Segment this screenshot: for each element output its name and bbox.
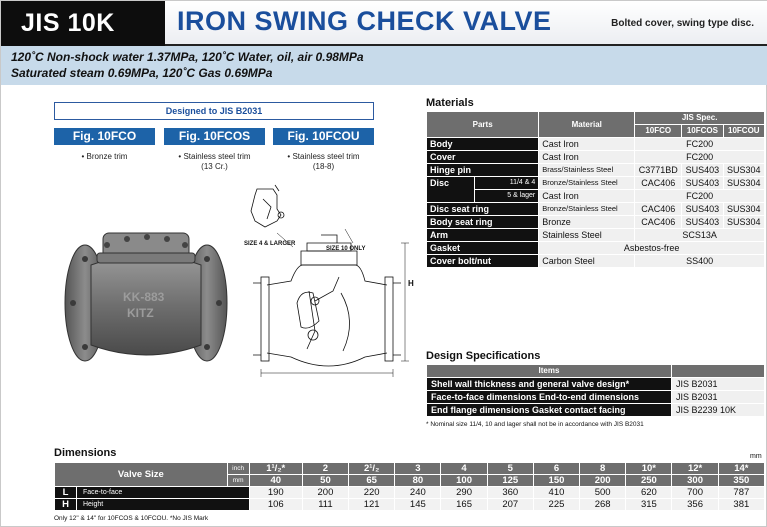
- design-spec-note: * Nominal size 11/4, 10 and lager shall not be in accordance with JIS B2031: [426, 421, 644, 428]
- col-material: Material: [539, 112, 635, 138]
- page-subtitle: Bolted cover, swing type disc.: [611, 18, 754, 29]
- cross-section-drawing: [237, 181, 422, 381]
- table-row: End flange dimensions Gasket contact facing JIS B2239 10K: [427, 404, 765, 417]
- table-row: Shell wall thickness and general valve design* JIS B2031: [427, 378, 765, 391]
- table-row: Body seat ring Bronze CAC406 SUS403 SUS304: [427, 216, 765, 229]
- svg-text:KK-883: KK-883: [123, 290, 165, 304]
- dimensions-note: Only 12" & 14" for 10FCOS & 10FCOU. *No JIS Mark: [54, 515, 209, 522]
- table-row: Face-to-face dimensions End-to-end dimensions JIS B2031: [427, 391, 765, 404]
- designed-standard-box: Designed to JIS B2031: [54, 102, 374, 120]
- col-parts: Parts: [427, 112, 539, 138]
- svg-text:KITZ: KITZ: [127, 306, 154, 320]
- dim-l-row: L Face-to-face 190 200 220 240 290 360 410 500 620 700 787: [55, 487, 765, 499]
- dimensions-unit: mm: [750, 453, 762, 460]
- materials-table: [426, 111, 765, 268]
- header: [1, 1, 767, 46]
- dim-h-row: H Height 106 111 121 145 165 207 225 268 315 356 381: [55, 499, 765, 511]
- table-row: Hinge pin Brass/Stainless Steel C3771BD SUS403 SUS304: [427, 164, 765, 177]
- inch-unit: inch: [227, 463, 249, 475]
- valve-photo: [61, 215, 231, 375]
- table-row: Cover bolt/nut Carbon Steel SS400: [427, 255, 765, 268]
- figure-tab-10fcos[interactable]: Fig. 10FCOS: [164, 128, 265, 145]
- design-spec-table: [426, 364, 765, 417]
- col-10fcou: 10FCOU: [723, 125, 764, 138]
- pressure-line-2: Saturated steam 0.69MPa, 120˚C Gas 0.69MPa: [11, 66, 273, 80]
- design-spec-header-row: [427, 365, 765, 378]
- dim-inch-row: Valve Size inch 1¹/₂* 2 2¹/₂ 3 4 5 6 8 10* 12* 14*: [55, 463, 765, 475]
- dimensions-table: [54, 462, 765, 511]
- table-row: 5 & lager Cast Iron FC200: [427, 190, 765, 203]
- materials-title: Materials: [426, 97, 474, 109]
- table-row: Disc seat ring Bronze/Stainless Steel CAC406 SUS403 SUS304: [427, 203, 765, 216]
- jis-badge: JIS 10K: [1, 1, 165, 46]
- dimensions-title: Dimensions: [54, 447, 117, 459]
- table-row: Disc 11/4 & 4 Bronze/Stainless Steel CAC406 SUS403 SUS304: [427, 177, 765, 190]
- col-10fco: 10FCO: [635, 125, 682, 138]
- valve-size-header: Valve Size: [55, 463, 228, 487]
- pressure-rating-band: [1, 46, 767, 85]
- design-spec-title: Design Specifications: [426, 350, 541, 362]
- table-row: Gasket Asbestos-free: [427, 242, 765, 255]
- page-title: IRON SWING CHECK VALVE: [177, 6, 552, 36]
- pressure-line-1: 120˚C Non-shock water 1.37MPa, 120˚C Water, oil, air 0.98MPa: [11, 50, 364, 64]
- drawing-label-size10: SIZE 10 ONLY: [326, 246, 366, 252]
- trim-note-10fcou: • Stainless steel trim (18-8): [287, 152, 360, 171]
- col-10fcos: 10FCOS: [682, 125, 723, 138]
- materials-header-row: [427, 112, 765, 125]
- table-row: Arm Stainless Steel SCS13A: [427, 229, 765, 242]
- trim-note-10fcos: • Stainless steel trim (13 Cr.): [178, 152, 251, 171]
- mm-unit: mm: [227, 475, 249, 487]
- trim-note-10fco: • Bronze trim: [81, 152, 128, 161]
- col-jis-spec: JIS Spec.: [635, 112, 765, 125]
- drawing-label-size4: SIZE 4 & LARGER: [244, 241, 296, 247]
- table-row: Body Cast Iron FC200: [427, 138, 765, 151]
- col-items: Items: [427, 365, 672, 378]
- drawing-label-h: H: [408, 279, 414, 288]
- table-row: Cover Cast Iron FC200: [427, 151, 765, 164]
- figure-tab-10fcou[interactable]: Fig. 10FCOU: [273, 128, 374, 145]
- figure-tab-10fco[interactable]: Fig. 10FCO: [54, 128, 155, 145]
- dim-mm-row: mm 40 50 65 80 100 125 150 200 250 300 350: [55, 475, 765, 487]
